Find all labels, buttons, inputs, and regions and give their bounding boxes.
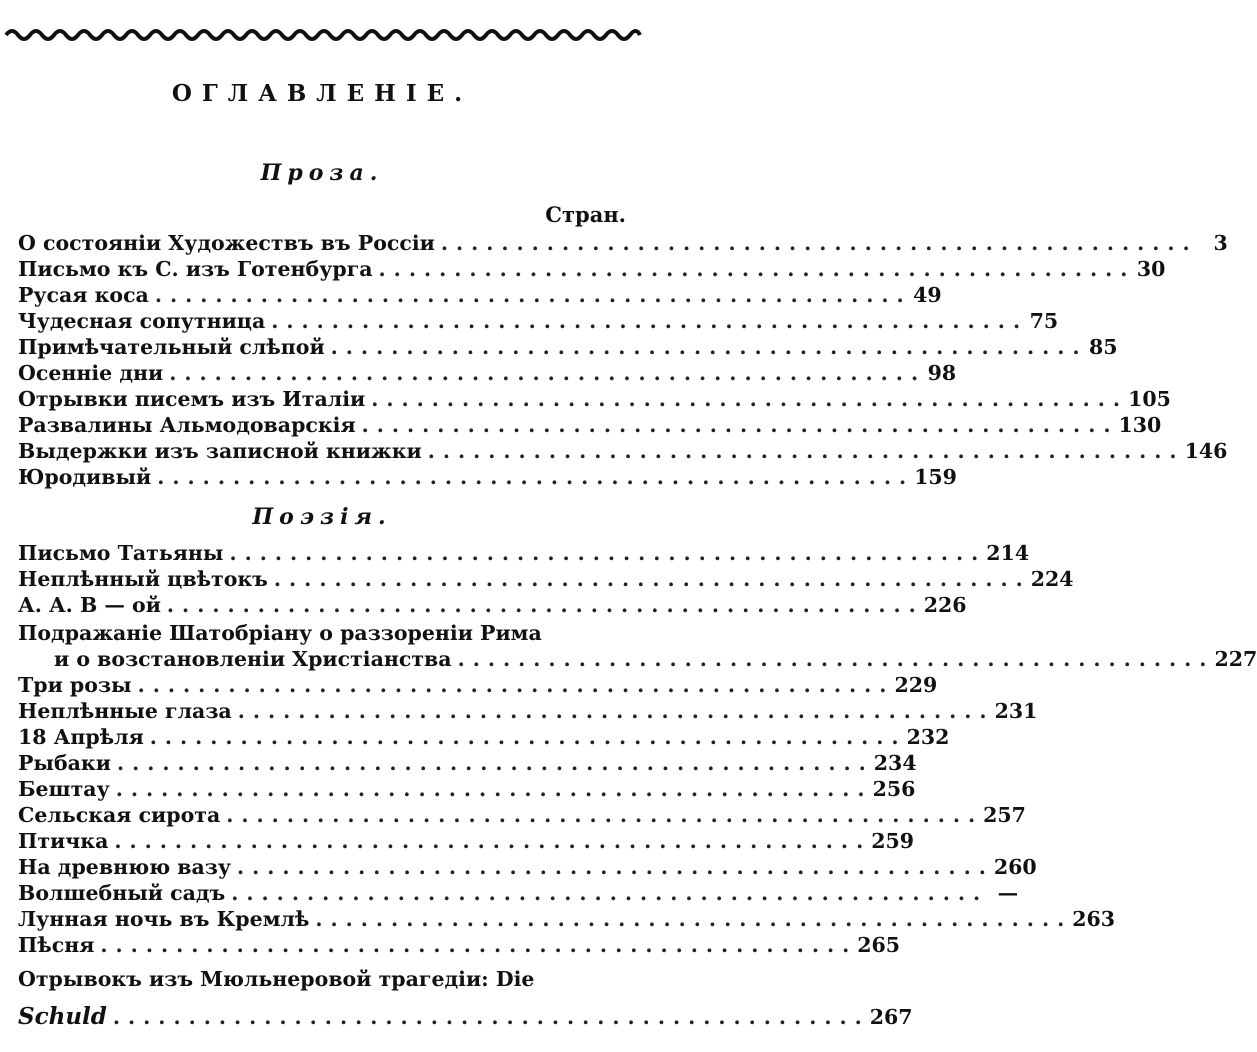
dot-leader: ..................................................: [440, 231, 1198, 255]
toc-entry: [18, 776, 916, 802]
toc-entry: [18, 966, 626, 992]
dot-leader: ..................................................: [371, 387, 1129, 411]
dot-leader: ..................................................: [149, 725, 907, 749]
toc-entry: [18, 412, 1162, 438]
toc-entry: [18, 360, 957, 386]
page-title: ОГЛАВЛЕНІЕ.: [171, 80, 473, 107]
toc-entry-page: 260: [993, 855, 1037, 879]
toc-entry-page: 256: [872, 777, 916, 801]
toc-entry: [18, 698, 1038, 724]
dot-leader: ..................................................: [154, 283, 912, 307]
toc-entry-title: Письмо Татьяны: [18, 541, 224, 565]
dot-leader: ..................................................: [166, 593, 924, 617]
toc-entry-page: 130: [1118, 413, 1162, 437]
toc-entry-page: 98: [927, 361, 957, 385]
dot-leader: ..................................................: [427, 439, 1185, 463]
toc-entry: [18, 282, 942, 308]
toc-entry-title: Отрывки писемъ изъ Италіи: [18, 387, 366, 411]
toc-entry: [18, 566, 1074, 592]
toc-entry-title: Волшебный садъ: [18, 881, 226, 905]
toc-entry-title: Пѣсня: [18, 933, 95, 957]
dot-leader: ..................................................: [361, 413, 1119, 437]
dot-leader: ..................................................: [169, 361, 927, 385]
toc-entry: [18, 334, 1118, 360]
toc-entry-page: 146: [1184, 439, 1228, 463]
toc-entry: [18, 438, 1228, 464]
toc-entry-page: 263: [1072, 907, 1116, 931]
toc-entry-title: и о возстановленіи Христіанства: [54, 647, 452, 671]
toc-entry: [18, 592, 967, 618]
toc-entry-page: 232: [906, 725, 950, 749]
toc-entry-title: Русая коса: [18, 283, 149, 307]
toc-entry: [18, 386, 1171, 412]
toc-entry: [18, 256, 1166, 282]
dot-leader: ..................................................: [115, 777, 873, 801]
toc-entry-page: 234: [873, 751, 917, 775]
toc-entry: [18, 750, 917, 776]
toc-entry-title: Три розы: [18, 673, 132, 697]
toc-entry: [18, 464, 957, 490]
toc-entry: [18, 308, 1059, 334]
dot-leader: ..................................................: [157, 465, 915, 489]
toc-entry-page: 49: [913, 283, 942, 307]
toc-entry-title: Неплѣнные глаза: [18, 699, 232, 723]
dot-leader: ..................................................: [237, 855, 994, 879]
dot-leader: ..................................................: [100, 933, 858, 957]
toc-entry-title: Рыбаки: [18, 751, 111, 775]
dot-leader: ..................................................: [112, 1005, 870, 1029]
toc-entry-title: Осенніе дни: [18, 361, 164, 385]
toc-entry-title: Сельская сирота: [18, 803, 221, 827]
toc-entry-page: 265: [857, 933, 901, 957]
toc-entry-title: Юродивый: [18, 465, 152, 489]
toc-entry-title: Отрывокъ изъ Мюльнеровой трагедіи: Die: [18, 967, 535, 991]
page-column-header: Стран.: [545, 202, 626, 227]
toc-entry-page: 257: [983, 803, 1026, 827]
toc-entry-page: 227: [1214, 647, 1257, 671]
toc-entry-page: 30: [1136, 257, 1166, 281]
dot-leader: ..................................................: [271, 309, 1029, 333]
toc-entry-title: Подражаніе Шатобріану о раззореніи Рима: [18, 621, 542, 645]
dot-leader: ..................................................: [229, 541, 987, 565]
toc-entry: [18, 724, 950, 750]
toc-entry: [18, 906, 1116, 932]
dot-leader: ..................................................: [237, 699, 995, 723]
toc-entry-page: 159: [914, 465, 957, 489]
toc-entry-page: 85: [1088, 335, 1118, 359]
dot-leader: ..................................................: [330, 335, 1088, 359]
toc-entry: [18, 620, 626, 646]
toc-entry: [18, 1003, 913, 1030]
toc-entry-title: А. А. В — ой: [18, 593, 161, 617]
dot-leader: ..................................................: [273, 567, 1031, 591]
dot-leader: ..................................................: [226, 803, 984, 827]
dot-leader: ..................................................: [457, 647, 1215, 671]
toc-entry: [18, 230, 1228, 256]
toc-entry-title: Примѣчательный слѣпой: [18, 335, 325, 359]
toc-entry: [18, 646, 1257, 672]
toc-entry-title: Развалины Альмодоварскія: [18, 413, 356, 437]
dot-leader: ..................................................: [137, 673, 895, 697]
toc-entry-page: 75: [1029, 309, 1059, 333]
toc-entry-title: О состояніи Художествъ въ Россіи: [18, 231, 435, 255]
dot-leader: ..................................................: [116, 751, 874, 775]
toc-entry-page: 231: [994, 699, 1038, 723]
dot-leader: ..................................................: [315, 907, 1073, 931]
toc-entry-title: На древнюю вазу: [18, 855, 231, 879]
toc-entry-title: Schuld: [18, 1003, 107, 1030]
toc-entry-page: 226: [923, 593, 967, 617]
toc-entry: [18, 828, 915, 854]
toc-entry-title: Лунная ночь въ Кремлѣ: [18, 907, 310, 931]
toc-entry: [18, 880, 1019, 906]
toc-entry-page: 105: [1128, 387, 1171, 411]
toc-entry-title: Чудесная сопутница: [18, 309, 266, 333]
dot-leader: ..................................................: [231, 881, 989, 905]
toc-entry-page: 214: [986, 541, 1030, 565]
toc-entry-page: 3: [1213, 231, 1228, 255]
toc-entry-title: 18 Апрѣля: [18, 725, 144, 749]
toc-entry-title: Письмо къ С. изъ Готенбурга: [18, 257, 373, 281]
toc-entry-title: Выдержки изъ записной книжки: [18, 439, 422, 463]
toc-entry-page: —: [997, 881, 1019, 905]
toc-entry-page: 259: [871, 829, 915, 853]
toc-entry: [18, 802, 1026, 828]
toc-entry-title: Бештау: [18, 777, 110, 801]
toc-entry-title: Неплѣнный цвѣтокъ: [18, 567, 268, 591]
section-title-poetry: Поэзія.: [252, 504, 392, 530]
dot-leader: ..................................................: [378, 257, 1136, 281]
toc-entry-page: 267: [869, 1005, 913, 1029]
toc-entry: [18, 672, 938, 698]
section-title-prose: Проза.: [260, 160, 384, 186]
decorative-border: [0, 18, 644, 48]
toc-entry-page: 229: [894, 673, 938, 697]
toc-entry: [18, 854, 1037, 880]
toc-entry: [18, 932, 901, 958]
toc-entry-page: 224: [1030, 567, 1074, 591]
dot-leader: ..................................................: [114, 829, 872, 853]
toc-entry-title: Птичка: [18, 829, 109, 853]
toc-entry: [18, 540, 1030, 566]
